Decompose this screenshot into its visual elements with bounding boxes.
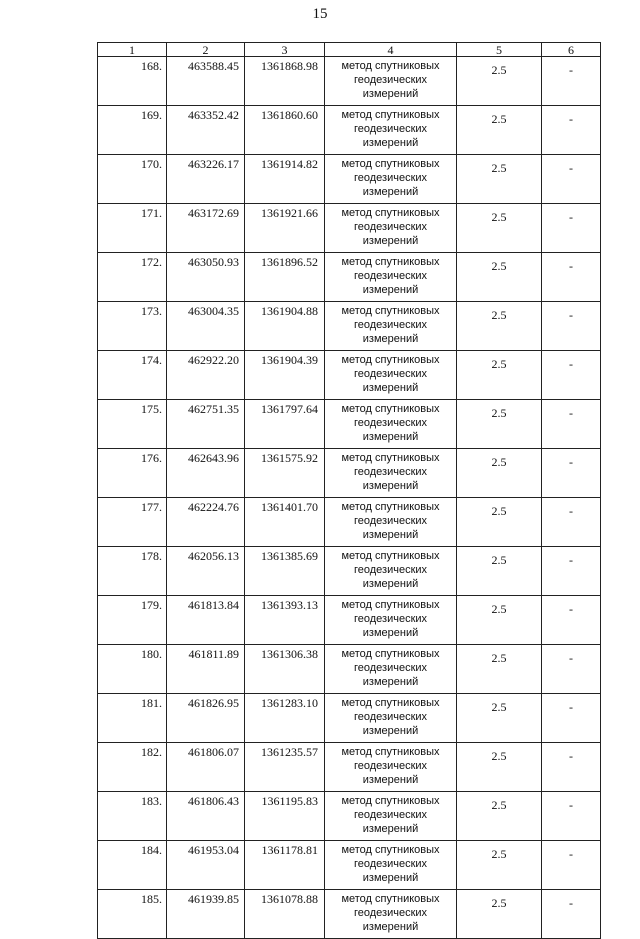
point-number-cell: 178. <box>98 547 167 596</box>
method-cell: метод спутниковых геодезических измерений <box>325 253 457 302</box>
method-cell: метод спутниковых геодезических измерений <box>325 155 457 204</box>
accuracy-cell: 2.5 <box>457 351 542 400</box>
accuracy-cell: 2.5 <box>457 694 542 743</box>
note-cell: - <box>542 204 601 253</box>
note-cell: - <box>542 155 601 204</box>
y-coordinate-cell: 1361195.83 <box>245 792 325 841</box>
x-coordinate-cell: 462224.76 <box>167 498 245 547</box>
x-coordinate-cell: 461811.89 <box>167 645 245 694</box>
accuracy-cell: 2.5 <box>457 792 542 841</box>
note-cell: - <box>542 792 601 841</box>
table-row <box>98 204 601 253</box>
accuracy-cell: 2.5 <box>457 547 542 596</box>
x-coordinate-cell: 462056.13 <box>167 547 245 596</box>
table-row <box>98 498 601 547</box>
note-cell: - <box>542 498 601 547</box>
y-coordinate-cell: 1361896.52 <box>245 253 325 302</box>
method-cell: метод спутниковых геодезических измерений <box>325 302 457 351</box>
method-cell: метод спутниковых геодезических измерений <box>325 204 457 253</box>
accuracy-cell: 2.5 <box>457 302 542 351</box>
point-number-cell: 171. <box>98 204 167 253</box>
table-row <box>98 596 601 645</box>
method-cell: метод спутниковых геодезических измерений <box>325 694 457 743</box>
accuracy-cell: 2.5 <box>457 57 542 106</box>
note-cell: - <box>542 400 601 449</box>
point-number-cell: 176. <box>98 449 167 498</box>
y-coordinate-cell: 1361914.82 <box>245 155 325 204</box>
accuracy-cell: 2.5 <box>457 106 542 155</box>
y-coordinate-cell: 1361868.98 <box>245 57 325 106</box>
accuracy-cell: 2.5 <box>457 498 542 547</box>
accuracy-cell: 2.5 <box>457 645 542 694</box>
note-cell: - <box>542 57 601 106</box>
x-coordinate-cell: 461813.84 <box>167 596 245 645</box>
note-cell: - <box>542 106 601 155</box>
table-row <box>98 645 601 694</box>
point-number-cell: 179. <box>98 596 167 645</box>
x-coordinate-cell: 463172.69 <box>167 204 245 253</box>
table-row <box>98 890 601 939</box>
table-row <box>98 694 601 743</box>
accuracy-cell: 2.5 <box>457 596 542 645</box>
point-number-cell: 184. <box>98 841 167 890</box>
x-coordinate-cell: 461939.85 <box>167 890 245 939</box>
method-cell: метод спутниковых геодезических измерений <box>325 645 457 694</box>
note-cell: - <box>542 645 601 694</box>
note-cell: - <box>542 743 601 792</box>
table-row <box>98 547 601 596</box>
x-coordinate-cell: 462751.35 <box>167 400 245 449</box>
point-number-cell: 170. <box>98 155 167 204</box>
point-number-cell: 175. <box>98 400 167 449</box>
x-coordinate-cell: 463226.17 <box>167 155 245 204</box>
x-coordinate-cell: 461806.43 <box>167 792 245 841</box>
table-row <box>98 351 601 400</box>
method-cell: метод спутниковых геодезических измерений <box>325 351 457 400</box>
accuracy-cell: 2.5 <box>457 400 542 449</box>
note-cell: - <box>542 841 601 890</box>
point-number-cell: 183. <box>98 792 167 841</box>
point-number-cell: 172. <box>98 253 167 302</box>
table-row <box>98 57 601 106</box>
method-cell: метод спутниковых геодезических измерений <box>325 792 457 841</box>
x-coordinate-cell: 461953.04 <box>167 841 245 890</box>
note-cell: - <box>542 547 601 596</box>
y-coordinate-cell: 1361904.39 <box>245 351 325 400</box>
accuracy-cell: 2.5 <box>457 253 542 302</box>
point-number-cell: 182. <box>98 743 167 792</box>
point-number-cell: 174. <box>98 351 167 400</box>
y-coordinate-cell: 1361393.13 <box>245 596 325 645</box>
point-number-cell: 173. <box>98 302 167 351</box>
table-row <box>98 400 601 449</box>
table-row <box>98 841 601 890</box>
y-coordinate-cell: 1361797.64 <box>245 400 325 449</box>
y-coordinate-cell: 1361078.88 <box>245 890 325 939</box>
note-cell: - <box>542 253 601 302</box>
table-row <box>98 743 601 792</box>
table-body <box>98 57 601 939</box>
column-header: 4 <box>325 43 457 57</box>
y-coordinate-cell: 1361385.69 <box>245 547 325 596</box>
note-cell: - <box>542 596 601 645</box>
table-header-row <box>98 43 601 57</box>
accuracy-cell: 2.5 <box>457 449 542 498</box>
method-cell: метод спутниковых геодезических измерений <box>325 743 457 792</box>
method-cell: метод спутниковых геодезических измерений <box>325 400 457 449</box>
note-cell: - <box>542 694 601 743</box>
y-coordinate-cell: 1361575.92 <box>245 449 325 498</box>
table-row <box>98 106 601 155</box>
method-cell: метод спутниковых геодезических измерений <box>325 57 457 106</box>
column-header: 2 <box>167 43 245 57</box>
point-number-cell: 168. <box>98 57 167 106</box>
x-coordinate-cell: 463352.42 <box>167 106 245 155</box>
table-row <box>98 449 601 498</box>
point-number-cell: 180. <box>98 645 167 694</box>
y-coordinate-cell: 1361921.66 <box>245 204 325 253</box>
x-coordinate-cell: 463588.45 <box>167 57 245 106</box>
method-cell: метод спутниковых геодезических измерений <box>325 106 457 155</box>
column-header: 6 <box>542 43 601 57</box>
x-coordinate-cell: 462643.96 <box>167 449 245 498</box>
x-coordinate-cell: 463004.35 <box>167 302 245 351</box>
coordinates-table <box>97 42 601 939</box>
y-coordinate-cell: 1361904.88 <box>245 302 325 351</box>
x-coordinate-cell: 461806.07 <box>167 743 245 792</box>
method-cell: метод спутниковых геодезических измерений <box>325 596 457 645</box>
x-coordinate-cell: 463050.93 <box>167 253 245 302</box>
table-row <box>98 155 601 204</box>
method-cell: метод спутниковых геодезических измерений <box>325 547 457 596</box>
y-coordinate-cell: 1361283.10 <box>245 694 325 743</box>
method-cell: метод спутниковых геодезических измерений <box>325 498 457 547</box>
accuracy-cell: 2.5 <box>457 841 542 890</box>
y-coordinate-cell: 1361860.60 <box>245 106 325 155</box>
method-cell: метод спутниковых геодезических измерений <box>325 890 457 939</box>
column-header: 5 <box>457 43 542 57</box>
y-coordinate-cell: 1361306.38 <box>245 645 325 694</box>
column-header: 3 <box>245 43 325 57</box>
note-cell: - <box>542 449 601 498</box>
point-number-cell: 177. <box>98 498 167 547</box>
method-cell: метод спутниковых геодезических измерений <box>325 841 457 890</box>
note-cell: - <box>542 890 601 939</box>
method-cell: метод спутниковых геодезических измерений <box>325 449 457 498</box>
note-cell: - <box>542 302 601 351</box>
y-coordinate-cell: 1361178.81 <box>245 841 325 890</box>
point-number-cell: 169. <box>98 106 167 155</box>
accuracy-cell: 2.5 <box>457 890 542 939</box>
column-header: 1 <box>98 43 167 57</box>
y-coordinate-cell: 1361235.57 <box>245 743 325 792</box>
accuracy-cell: 2.5 <box>457 155 542 204</box>
table-row <box>98 792 601 841</box>
table-row <box>98 253 601 302</box>
point-number-cell: 181. <box>98 694 167 743</box>
accuracy-cell: 2.5 <box>457 743 542 792</box>
y-coordinate-cell: 1361401.70 <box>245 498 325 547</box>
table-row <box>98 302 601 351</box>
x-coordinate-cell: 462922.20 <box>167 351 245 400</box>
accuracy-cell: 2.5 <box>457 204 542 253</box>
page-number: 15 <box>312 6 328 22</box>
x-coordinate-cell: 461826.95 <box>167 694 245 743</box>
point-number-cell: 185. <box>98 890 167 939</box>
note-cell: - <box>542 351 601 400</box>
